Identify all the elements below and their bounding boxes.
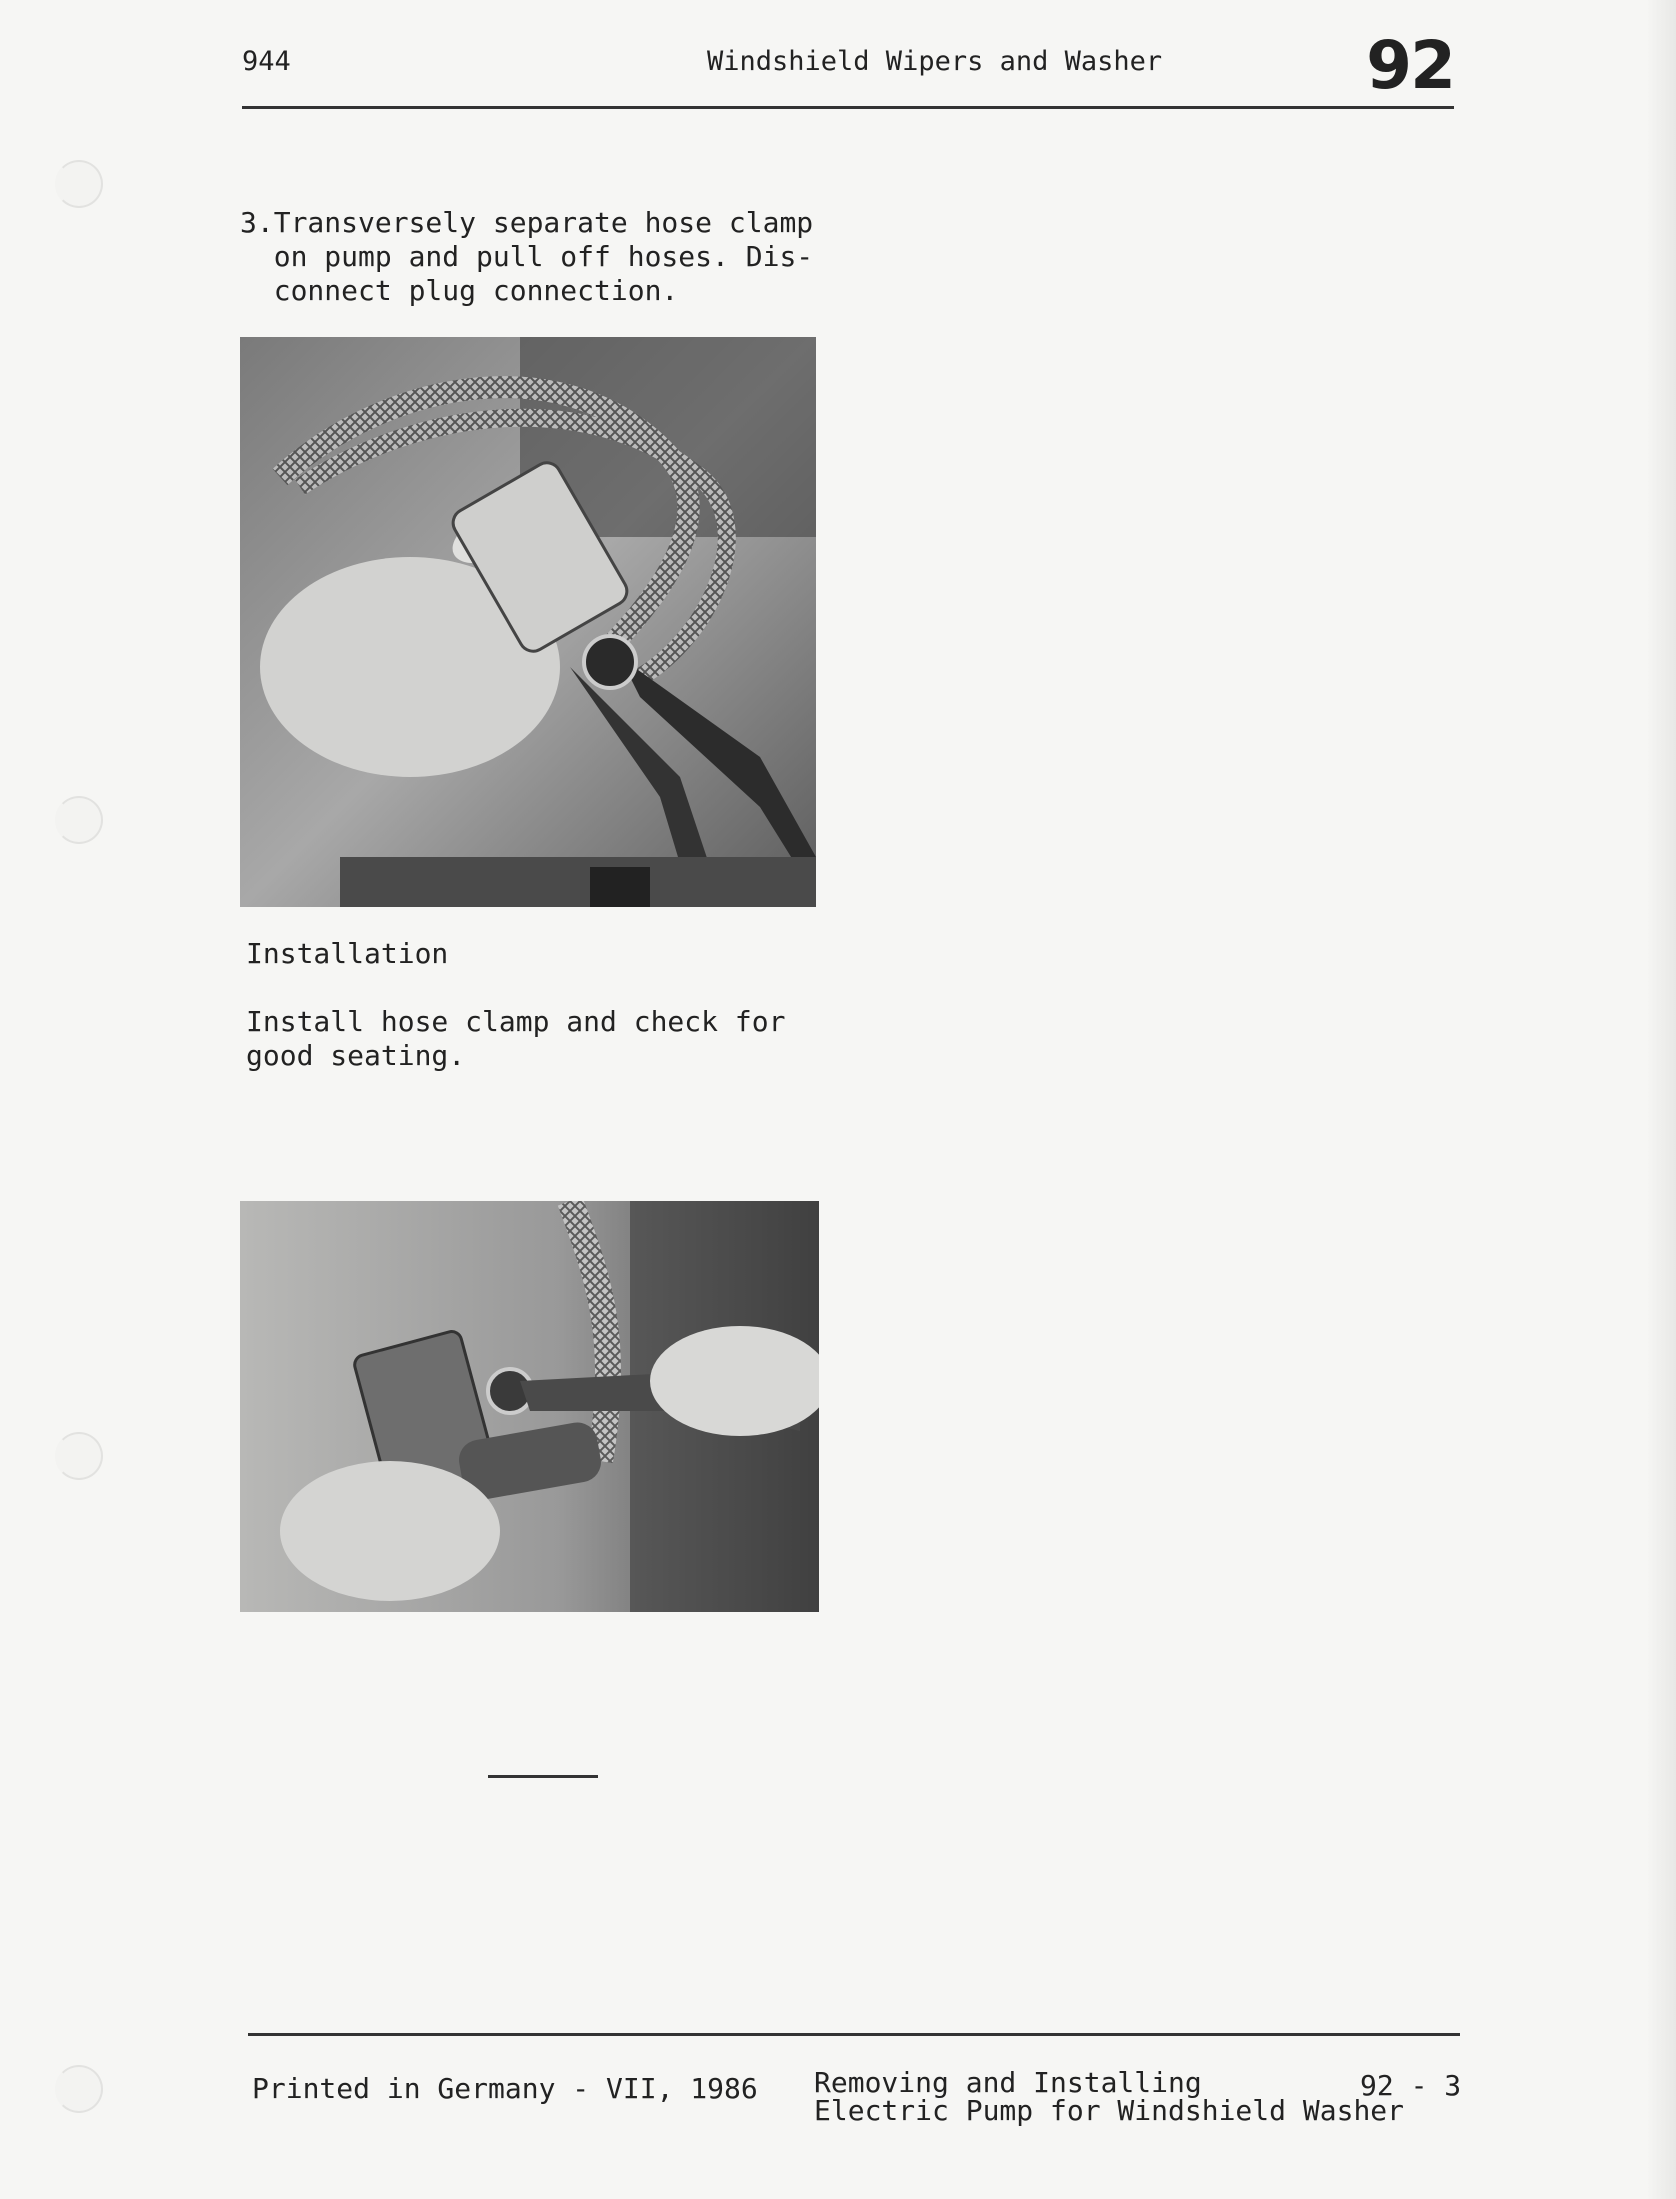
page-header	[242, 27, 1454, 110]
page-edge	[1646, 0, 1676, 2199]
header-rule	[242, 106, 1454, 109]
end-rule	[488, 1775, 598, 1778]
footer-printed: Printed in Germany - VII, 1986	[252, 2072, 758, 2105]
group-number: 92	[1366, 27, 1454, 104]
page-title: Windshield Wipers and Washer	[707, 46, 1163, 77]
installation-text: Install hose clamp and check for good seating.	[246, 1005, 786, 1072]
punch-hole	[55, 796, 103, 844]
step-3-text: 3.Transversely separate hose clamp on pump and pull off hoses. Dis- connect plug connection.	[240, 206, 814, 307]
installation-heading: Installation	[246, 937, 449, 970]
photo-hose-clamp-removal	[240, 337, 816, 907]
model-number: 944	[242, 46, 291, 77]
footer-rule	[248, 2033, 1460, 2036]
footer-page-number: 92 - 3	[1360, 2069, 1462, 2102]
punch-hole	[55, 160, 103, 208]
punch-hole	[55, 2065, 103, 2113]
punch-hole	[55, 1432, 103, 1480]
photo-hose-clamp-install	[240, 1201, 819, 1612]
footer-section: Removing and Installing Electric Pump for Windshield Washer	[814, 2066, 1405, 2127]
